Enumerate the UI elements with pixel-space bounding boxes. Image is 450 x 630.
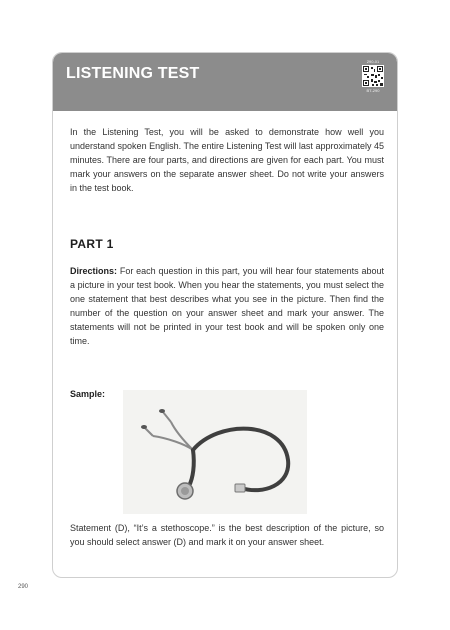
directions-paragraph [70,264,384,348]
qr-top-label: 290-01 [366,59,380,64]
page-number: 290 [18,584,29,590]
test-card [52,52,398,578]
part-heading: PART 1 [70,237,114,251]
directions-label: Directions: [70,266,118,276]
header-bar [53,53,397,111]
intro-paragraph: In the Listening Test, you will be asked to demonstrate how well you understand spoken English. The entire Listening Test will last approximately 45 minutes. There are four parts, and directions are given for each part. You must mark your answers on the separate answer sheet. Do not write your answers in the test book. [70,127,384,193]
qr-code-icon [362,65,384,87]
qr-bottom-label: BT-290 [366,88,380,93]
stethoscope-photo [123,390,307,514]
directions-text: For each question in this part, you will hear four statements about a picture in your test book. When you hear the statements, you must select the one statement that best describes what you see in the picture. Then find the number of the question on your answer sheet and mark your answer. The statements will not be printed in your test book and will be spoken only one time. [70,266,384,346]
sample-label: Sample: [70,389,106,399]
page-title: LISTENING TEST [66,65,200,82]
qr-block [361,59,385,93]
statement-paragraph: Statement (D), “It’s a stethoscope.” is the best description of the picture, so you should select answer (D) and mark it on your answer sheet. [70,523,384,547]
